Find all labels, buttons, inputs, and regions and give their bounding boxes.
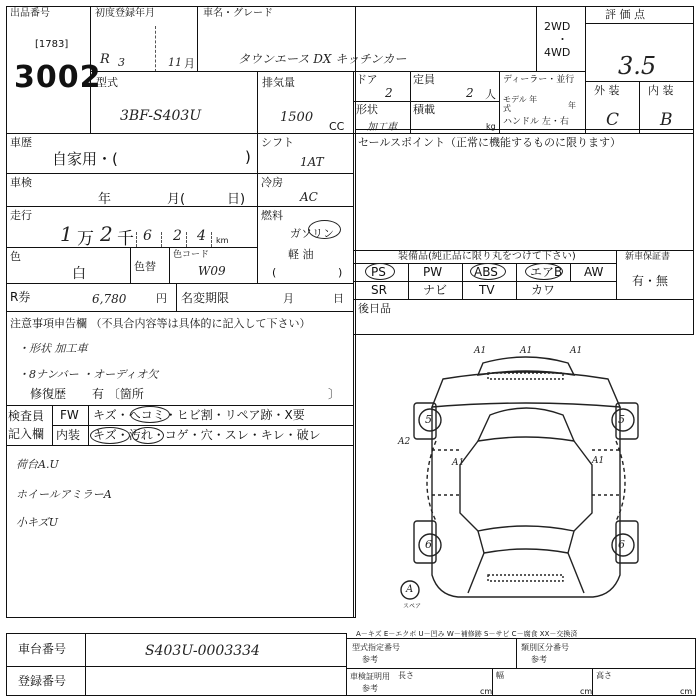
dealer-label: ディーラー・並行 bbox=[503, 75, 575, 85]
history-label: 車歴 bbox=[10, 136, 32, 149]
damage-mark: A1 bbox=[520, 346, 533, 356]
inspection-day-unit: 日) bbox=[227, 192, 246, 207]
ac-value: AC bbox=[300, 190, 318, 204]
exterior-label: 外 装 bbox=[594, 84, 620, 97]
mileage-d4: 2 bbox=[173, 228, 182, 244]
recycle-label: R券 bbox=[10, 290, 31, 304]
drive-2wd: 2WD bbox=[544, 20, 571, 33]
mileage-tick bbox=[186, 232, 187, 247]
height-unit: cm bbox=[680, 687, 693, 696]
ac-label: 冷房 bbox=[261, 176, 283, 189]
fuel-paren-open: ( bbox=[272, 266, 277, 279]
damage-mark: A2 bbox=[398, 437, 411, 447]
equip-pw: PW bbox=[423, 265, 443, 279]
drive-sep: ・ bbox=[557, 33, 568, 46]
footer-col-line bbox=[492, 668, 493, 696]
first-reg-year: 3 bbox=[118, 56, 125, 69]
model-year-unit: 年 bbox=[568, 101, 576, 110]
equip-aw: AW bbox=[584, 265, 604, 279]
warranty-value: 有・無 bbox=[632, 274, 669, 288]
eval-label: 評 価 点 bbox=[605, 8, 645, 21]
color-value: 白 bbox=[72, 266, 86, 282]
displacement-unit: CC bbox=[329, 120, 345, 133]
equipment-col-line bbox=[462, 263, 463, 300]
equip-tv: TV bbox=[479, 283, 495, 297]
vehicle-diagram bbox=[398, 345, 653, 615]
notes-line1: ・形状 加工車 bbox=[18, 342, 88, 355]
mileage-u1: 万 bbox=[77, 229, 94, 249]
mileage-unit: km bbox=[216, 236, 229, 245]
equip-airbag-circle bbox=[525, 263, 563, 280]
color-label: 色 bbox=[10, 250, 21, 263]
equip-ps: PS bbox=[371, 265, 386, 279]
repair-close: 〕 bbox=[328, 387, 341, 401]
notes-line2: ・8ナンバー ・オーディオ欠 bbox=[18, 368, 159, 381]
recycle-value: 6,780 bbox=[92, 292, 127, 306]
width-label: 幅 bbox=[496, 671, 504, 680]
mileage-label: 走行 bbox=[10, 209, 32, 222]
first-reg-divider bbox=[155, 26, 156, 72]
mileage-tick bbox=[161, 232, 162, 247]
equip-abs-circle bbox=[470, 263, 506, 280]
capacity-label: 定員 bbox=[413, 73, 435, 86]
class-ref: 参考 bbox=[531, 655, 547, 664]
doors-label: ドア bbox=[356, 73, 378, 86]
length-unit: cm bbox=[480, 687, 493, 696]
fuel-paren-close: ) bbox=[338, 266, 343, 279]
drive-4wd: 4WD bbox=[544, 46, 571, 59]
inspector-note-1: 荷台A.U bbox=[16, 458, 59, 471]
notes-label: 注意事項申告欄 （不具合内容等は具体的に記入して下さい） bbox=[10, 317, 311, 330]
load-label: 積載 bbox=[413, 103, 435, 116]
fw-label: FW bbox=[60, 408, 79, 422]
fw-dent-circle bbox=[130, 406, 170, 423]
equip-abs: ABS bbox=[474, 265, 498, 279]
interior-scratch-circle bbox=[90, 427, 130, 444]
reg-value-cell bbox=[85, 666, 347, 696]
shift-label: シフト bbox=[261, 136, 294, 149]
first-reg-era: R bbox=[100, 52, 110, 67]
equipment-label: 装備品(純正品に限り丸をつけて下さい) bbox=[398, 251, 576, 262]
inspection-label: 車検 bbox=[10, 176, 32, 189]
spare-mark: A bbox=[406, 584, 414, 595]
history-close: ) bbox=[245, 148, 251, 166]
model-name: タウンエース DX キッチンカー bbox=[238, 52, 407, 66]
color-code-label: 色コード bbox=[173, 250, 210, 260]
capacity-unit: 人 bbox=[485, 88, 496, 101]
doors: 2 bbox=[385, 86, 393, 100]
lot-sub: [1783] bbox=[35, 39, 69, 50]
height-label: 高さ bbox=[596, 671, 612, 680]
equipment-col-line bbox=[570, 263, 571, 281]
color-change-label: 色替 bbox=[134, 260, 156, 273]
fuel-diesel: 軽 油 bbox=[288, 248, 314, 261]
shape-value: 加工車 bbox=[367, 122, 397, 133]
interior-check-label: 内装 bbox=[56, 428, 81, 442]
chassis-value: S403U-0003334 bbox=[145, 643, 260, 659]
first-reg-label: 初度登録年月 bbox=[95, 8, 155, 19]
equipment-col-line bbox=[516, 263, 517, 300]
gasoline-circle bbox=[308, 220, 341, 239]
inspector-note-2: ホイールアミラーA bbox=[16, 488, 112, 501]
warranty-label: 新車保証書 bbox=[625, 252, 671, 262]
equip-sr: SR bbox=[371, 283, 387, 297]
later-date-label: 後日品 bbox=[358, 302, 391, 315]
lot-label: 出品番号 bbox=[10, 8, 50, 19]
fuel-label: 燃料 bbox=[261, 209, 283, 222]
eval-score: 3.5 bbox=[618, 52, 657, 80]
damage-mark: 6 bbox=[618, 538, 625, 551]
equip-navi: ナビ bbox=[423, 283, 448, 297]
inspector-label-2: 記入欄 bbox=[8, 427, 45, 441]
model-year-label: モデル 年式 bbox=[503, 95, 538, 113]
history-value: 自家用・( bbox=[52, 150, 118, 168]
spare-label: スペア bbox=[403, 603, 422, 610]
damage-legend: A－キズ E－エクボ U－凹み W－補修跡 S－サビ C－腐食 XX－交換済 bbox=[356, 630, 578, 638]
damage-mark: 6 bbox=[425, 538, 432, 551]
damage-mark: 5 bbox=[618, 413, 625, 426]
name-change-label: 名変期限 bbox=[181, 291, 230, 305]
repair-label: 修復歴 bbox=[30, 387, 67, 401]
interior-grade: B bbox=[660, 110, 673, 130]
displacement-label: 排気量 bbox=[262, 76, 295, 89]
handle-label: ハンドル 左・右 bbox=[503, 117, 569, 127]
sales-point-label: セールスポイント（正常に機能するものに限ります） bbox=[358, 136, 622, 149]
inspector-label-1: 検査員 bbox=[8, 409, 45, 423]
footer-col-line bbox=[516, 638, 517, 669]
color-cell bbox=[6, 247, 131, 284]
width-unit: cm bbox=[580, 687, 593, 696]
type-desig-label: 型式指定番号 bbox=[352, 643, 400, 652]
inspection-cell bbox=[6, 173, 258, 207]
type-desig-ref: 参考 bbox=[362, 655, 378, 664]
mileage-d2: 2 bbox=[100, 222, 113, 246]
length-label: 長さ bbox=[398, 671, 414, 680]
cert-label: 車検証明用 bbox=[350, 672, 390, 681]
mileage-u2: 千 bbox=[117, 229, 134, 249]
damage-mark: 5 bbox=[425, 413, 432, 426]
model-name-label: 車名・グレード bbox=[203, 8, 273, 19]
footer-col-line bbox=[592, 668, 593, 696]
displacement: 1500 bbox=[280, 110, 314, 125]
mileage-d1: 1 bbox=[60, 222, 73, 246]
first-reg-month-unit: 月 bbox=[184, 57, 195, 70]
fuel-gasoline: ガソリン bbox=[290, 227, 334, 240]
repair-value: 有 〔箇所 bbox=[92, 387, 144, 401]
exterior-grade: C bbox=[606, 110, 620, 130]
eval-divider bbox=[585, 23, 694, 24]
equipment-divider bbox=[353, 281, 617, 282]
cert-ref: 参考 bbox=[362, 684, 378, 693]
mileage-d5: 4 bbox=[197, 228, 206, 244]
mileage-d3: 6 bbox=[143, 228, 152, 244]
damage-mark: A1 bbox=[452, 458, 465, 468]
interior-dirt-circle bbox=[132, 427, 164, 444]
history-cell bbox=[6, 133, 258, 174]
load-unit: kg bbox=[486, 122, 496, 131]
shift-value: 1AT bbox=[300, 155, 324, 169]
lot-number: 3002 bbox=[14, 60, 102, 95]
recycle-unit: 円 bbox=[156, 292, 167, 305]
damage-mark: A1 bbox=[474, 346, 487, 356]
color-code-value: W09 bbox=[198, 264, 226, 278]
mileage-tick bbox=[211, 232, 212, 247]
shape-label: 形状 bbox=[356, 103, 378, 116]
capacity: 2 bbox=[466, 86, 474, 100]
equip-leather: カワ bbox=[531, 283, 556, 297]
name-change-day: 日 bbox=[333, 292, 344, 305]
inspection-year-unit: 年 bbox=[98, 192, 112, 207]
equipment-col-line bbox=[408, 263, 409, 300]
model-code-label: 型式 bbox=[96, 76, 118, 89]
interior-check-items: キズ・汚れ・コゲ・穴・スレ・キレ・破レ bbox=[93, 428, 321, 442]
equip-ps-circle bbox=[365, 263, 395, 280]
name-change-month: 月 bbox=[283, 292, 294, 305]
mileage-tick bbox=[136, 232, 137, 247]
class-label: 類別区分番号 bbox=[521, 643, 569, 652]
later-date-cell bbox=[353, 299, 694, 335]
damage-mark: A1 bbox=[592, 456, 605, 466]
fw-items: キズ・へコミ・ヒビ割・リペア跡・X要 bbox=[93, 408, 305, 422]
first-reg-month: 11 bbox=[168, 56, 182, 69]
inspection-month-unit: 月( bbox=[167, 192, 186, 207]
reg-label: 登録番号 bbox=[18, 674, 67, 688]
inspector-note-3: 小キズU bbox=[16, 516, 59, 529]
sales-point-cell bbox=[353, 133, 694, 251]
inspector-row-line bbox=[52, 425, 354, 426]
model-code: 3BF-S403U bbox=[120, 108, 202, 124]
damage-mark: A1 bbox=[570, 346, 583, 356]
equip-airbag: エアB bbox=[530, 265, 563, 279]
chassis-label: 車台番号 bbox=[18, 642, 67, 656]
interior-label: 内 装 bbox=[648, 84, 674, 97]
